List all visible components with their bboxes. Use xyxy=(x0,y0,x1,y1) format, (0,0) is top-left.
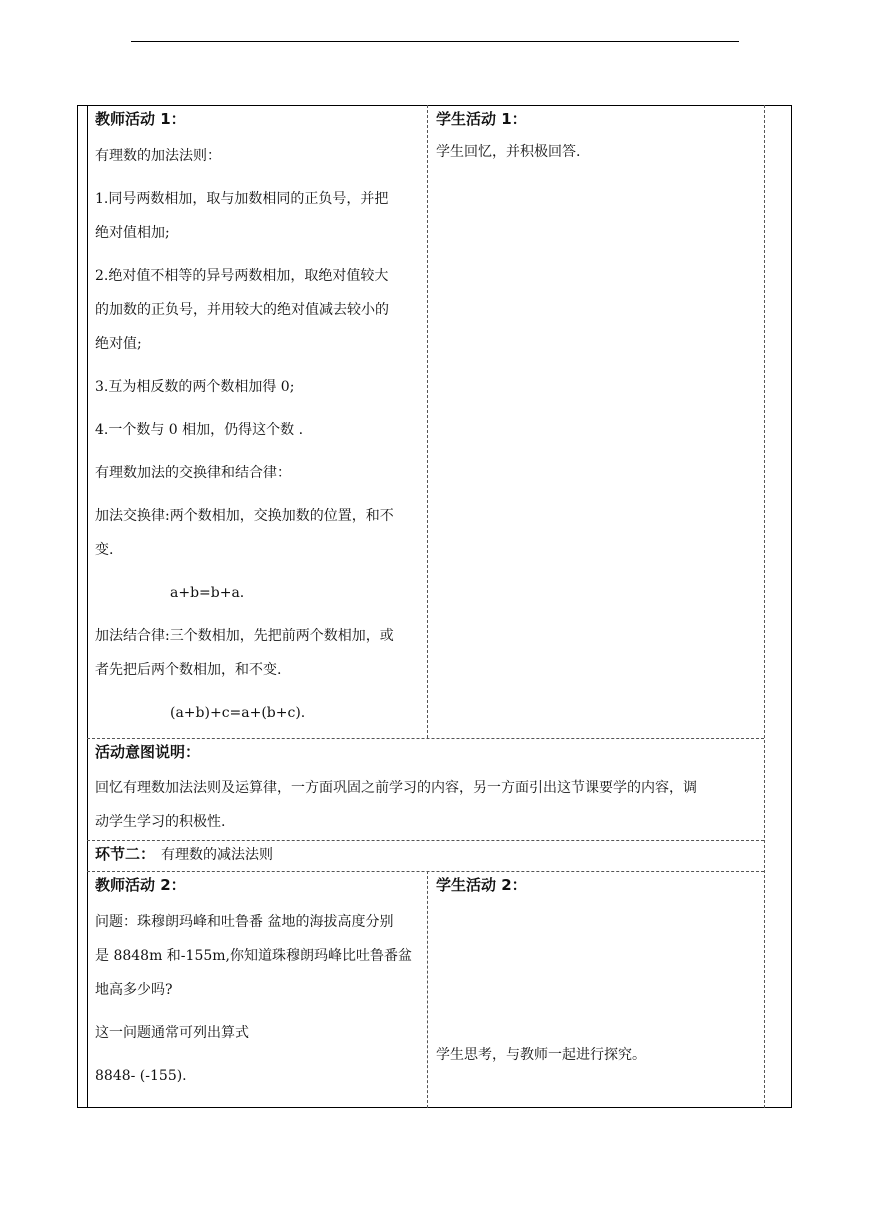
student-activity-1-heading: 学生活动 1： xyxy=(436,110,527,128)
student-activity-2-heading: 学生活动 2： xyxy=(436,876,527,894)
teacher-line: 绝对值; xyxy=(95,336,142,352)
teacher-line: 者先把后两个数相加，和不变. xyxy=(95,662,282,678)
teacher-line: 问题：珠穆朗玛峰和吐鲁番 盆地的海拔高度分别 xyxy=(95,914,394,930)
teacher-line: 有理数加法的交换律和结合律： xyxy=(95,465,291,481)
teacher-line: 这一问题通常可列出算式 xyxy=(95,1025,249,1041)
teacher-line: 加法结合律:三个数相加，先把前两个数相加，或 xyxy=(95,628,394,644)
teacher-line: 变. xyxy=(95,542,114,558)
formula-expression: 8848- (-155). xyxy=(95,1068,187,1084)
activity-intent-text: 回忆有理数加法法则及运算律，一方面巩固之前学习的内容，另一方面引出这节课要学的内容，调 xyxy=(95,780,697,796)
teacher-line: 1.同号两数相加，取与加数相同的正负号，并把 xyxy=(95,191,389,207)
teacher-activity-1-heading: 教师活动 1： xyxy=(95,110,186,128)
row-divider-link2 xyxy=(87,840,764,841)
column-divider-top xyxy=(427,105,428,738)
activity-intent-heading: 活动意图说明： xyxy=(95,743,201,761)
teacher-line: 4.一个数与 0 相加，仍得这个数 . xyxy=(95,422,304,438)
teacher-activity-2-heading: 教师活动 2： xyxy=(95,876,186,894)
student-activity-2-text: 学生思考，与教师一起进行探究。 xyxy=(436,1047,646,1063)
teacher-line: 2.绝对值不相等的异号两数相加，取绝对值较大 xyxy=(95,268,389,284)
header-rule xyxy=(131,41,739,42)
teacher-line: 是 8848m 和-155m,你知道珠穆朗玛峰比吐鲁番盆 xyxy=(95,948,412,964)
column-divider-bottom xyxy=(427,871,428,1108)
row-divider-intent xyxy=(87,738,764,739)
right-inner-border xyxy=(764,105,765,1108)
activity-intent-text: 动学生学习的积极性. xyxy=(95,814,226,830)
teacher-line: 有理数的加法法则： xyxy=(95,148,221,164)
teacher-line: 绝对值相加; xyxy=(95,225,170,241)
teacher-line: 地高多少吗? xyxy=(95,982,173,998)
formula-commutative: a+b=b+a. xyxy=(170,585,245,601)
teacher-line: 加法交换律:两个数相加，交换加数的位置，和不 xyxy=(95,508,394,524)
teacher-line: 的加数的正负号，并用较大的绝对值减去较小的 xyxy=(95,302,389,318)
link-two-label: 环节二： xyxy=(95,845,156,863)
left-inner-border xyxy=(87,105,88,1108)
student-activity-1-text: 学生回忆，并积极回答. xyxy=(436,144,581,160)
link-two-title: 有理数的减法法则 xyxy=(161,847,273,863)
formula-associative: (a+b)+c=a+(b+c). xyxy=(170,705,306,721)
teacher-line: 3.互为相反数的两个数相加得 0; xyxy=(95,379,295,395)
row-divider-section2 xyxy=(87,871,764,872)
